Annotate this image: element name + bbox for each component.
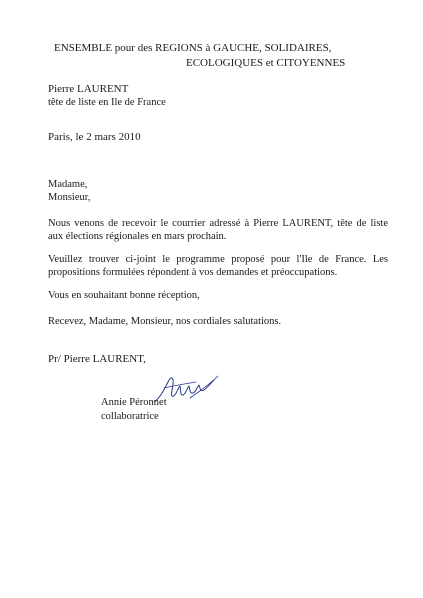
signer-role: collaboratrice	[101, 411, 159, 422]
on-behalf-line: Pr/ Pierre LAURENT,	[48, 353, 146, 365]
salutation-monsieur: Monsieur,	[48, 192, 91, 203]
body-paragraph-2: Veuillez trouver ci-joint le programme proposé pour l'Ile de France. Les propositions formulées répondent à vos demandes et préoccupations.	[48, 254, 388, 278]
body-paragraph-1: Nous venons de recevoir le courrier adressé à Pierre LAURENT, tête de liste aux élections régionales en mars prochain.	[48, 218, 388, 242]
body-paragraph-3: Vous en souhaitant bonne réception,	[48, 290, 200, 301]
letterhead-line-2: ECOLOGIQUES et CITOYENNES	[186, 57, 346, 69]
sender-role: tête de liste en Ile de France	[48, 97, 166, 108]
salutation-madame: Madame,	[48, 179, 88, 190]
signer-name: Annie Péronnet	[101, 397, 167, 408]
sender-name: Pierre LAURENT	[48, 83, 129, 95]
letter-date: Paris, le 2 mars 2010	[48, 131, 141, 143]
letterhead-line-1: ENSEMBLE pour des REGIONS à GAUCHE, SOLIDAIRES,	[54, 42, 332, 54]
body-paragraph-4: Recevez, Madame, Monsieur, nos cordiales salutations.	[48, 316, 282, 327]
